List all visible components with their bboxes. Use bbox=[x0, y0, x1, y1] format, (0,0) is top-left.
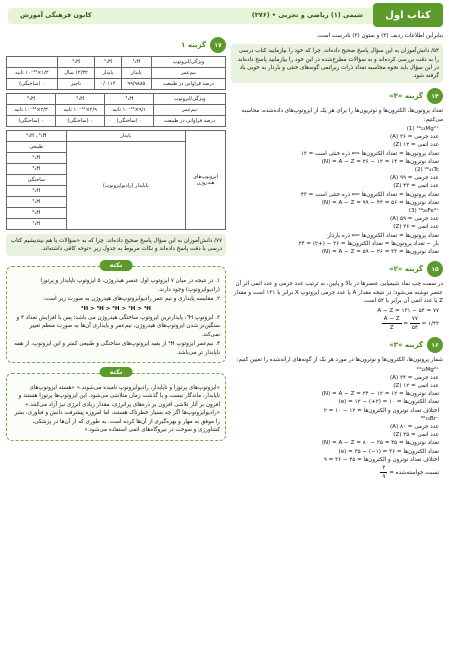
q15-equation: A − Z = ۱۳۱ − ۵۴ = ۷۷ bbox=[377, 307, 439, 314]
solution-line: (A) عدد جرمی = ۲۴ bbox=[390, 374, 439, 381]
note-item: ۱. در نتیجه در میان ۷ ایزوتوپ اول عنصر هیدروژن، ۵ ایزوتوپ ناپایدار و پرتوزا (رادیوایزوتوپ) وجود دارند. bbox=[40, 278, 220, 293]
solution-line: ⁸⁰₃₅Br⁻ bbox=[420, 415, 439, 422]
solution-line: (A) عدد جرمی = ۲۶ bbox=[390, 134, 439, 141]
table-cell: ³₁H bbox=[7, 164, 67, 175]
table-cell: ³₁H bbox=[57, 57, 94, 68]
solution-line: (A) عدد جرمی = ۵۹ bbox=[390, 216, 439, 223]
note-title: نکته bbox=[100, 260, 133, 270]
question-number: ۱۷ bbox=[210, 37, 226, 53]
solution-line: تعداد پروتون‌ها = تعداد الکترون‌ها ⟸ ذره باردار bbox=[327, 232, 439, 239]
table-cell: ویژگی/ایزوتوپ bbox=[151, 57, 225, 68]
table-cell: ⁴₁H bbox=[7, 186, 67, 197]
q14-solution bbox=[231, 125, 443, 256]
solution-line: ۲۴ = (۲+) − ۲۶ = بار − تعداد پروتون‌ها = تعداد الکترون‌ها bbox=[298, 240, 439, 247]
solution-line: ۲ = ۱۰ − ۱۲ = اختلاف تعداد نوترون و الکترون‌ها bbox=[323, 407, 439, 414]
table-cell: ⁵₁H bbox=[56, 94, 105, 105]
table-header-cell: پایدار bbox=[66, 131, 185, 142]
table-cell: نیم‌عمر bbox=[151, 68, 225, 79]
table-cell: ¹₁H bbox=[121, 57, 151, 68]
question-15-header bbox=[231, 261, 443, 277]
table-cell: ⁶₁H bbox=[7, 208, 67, 219]
isotope-table-2 bbox=[6, 93, 226, 127]
table-cell: ۰ (ساختگی) bbox=[105, 116, 154, 127]
note-text: «ایزوتوپ‌های پرتوزا و ناپایدار، رادیوایزوتوپ نامیده می‌شوند.» «هسته ایزوتوپ‌های ناپایدار، ماندگار نیست و با گذشت زمان متلاشی می‌شود. این ایزوتوپ‌ها پرتوزا هستند و افزون بر آثار تلاشی افزون بر ذره‌های پرانرژی، مقدار زیادی انرژی نیز آزاد می‌کنند.» «رادیوایزوتوپ‌ها اگر چه بسیار خطرناک هستند، اما امروزه پیشرفت دانش و فناوری، بشر را موفق به مهار و بهره‌گیری از آن‌ها کرده است. به طوری که از آن‌ها در پزشکی، کشاورزی و سوخت در نیروگاه‌های اتمی استفاده می‌شود.» bbox=[14, 385, 220, 434]
table-row bbox=[7, 105, 226, 116]
book-tab: کتاب اول bbox=[373, 3, 443, 27]
solution-line: (N) = A − Z = ۲۶ − ۱۲ = ۱۴ = تعداد نوترون‌ها bbox=[321, 158, 439, 165]
solution-line: (N) = A − Z = ۵۹ − ۲۶ = ۳۳ = تعداد نوترون‌ها bbox=[321, 249, 439, 256]
question-16-header bbox=[231, 337, 443, 353]
solution-line: (Z) عدد اتمی = ۲۶ bbox=[393, 224, 439, 231]
table-cell bbox=[7, 57, 58, 68]
q16-final bbox=[231, 464, 443, 481]
table-row bbox=[7, 116, 226, 127]
table-cell: پایدار bbox=[121, 68, 151, 79]
right-column bbox=[231, 32, 443, 481]
solution-line: (A) عدد جرمی = ۹۹ bbox=[390, 175, 439, 182]
question-number: ۱۵ bbox=[427, 261, 443, 277]
solution-line: (N) = A − Z = ۹۹ − ۴۳ = ۵۶ = تعداد نوترون‌ها bbox=[321, 199, 439, 206]
note-item: ۴. نیم‌عمر ایزوتوپ ⁴H از بقیه ایزوتوپ‌های ساختگی و طبیعی کمتر و این ایزوتوپ، از همه ناپایدار تر می‌باشد. bbox=[14, 341, 220, 356]
table-row bbox=[7, 68, 226, 79]
table-cell: ²₁H bbox=[7, 153, 67, 164]
solution-line: (Z) عدد اتمی = ۳۵ bbox=[393, 432, 439, 439]
solution-line: (N) = A − Z = ۲۴ − ۱۲ = ۱۲ = تعداد نوترون‌ها bbox=[321, 391, 439, 398]
answer-option: گزینه «۴» bbox=[389, 92, 423, 101]
question-14-header bbox=[231, 88, 443, 104]
table-cell: پایدار bbox=[95, 68, 122, 79]
solution-line: (2) ⁹⁹₄₃Tc bbox=[414, 167, 439, 174]
solution-line: ۱۲ = تعداد پروتون‌ها = تعداد الکترون‌ها ⟸ ذره خنثی است bbox=[300, 150, 439, 157]
table-cell: ⁵₁H bbox=[7, 197, 67, 208]
isotope-table-1 bbox=[6, 56, 226, 90]
solution-line: ۹ = ۳۶ − ۴۵ = اختلاف تعداد نوترون و الکترون‌ها bbox=[323, 456, 439, 463]
page-header bbox=[0, 0, 449, 30]
table-cell: ناپایدار (رادیوایزوتوپ) bbox=[66, 142, 185, 230]
table-cell: ²₁H bbox=[95, 57, 122, 68]
solution-line: (N) = A − Z = ۸۰ − ۳۵ = ۴۵ = تعداد نوترون‌ها bbox=[321, 440, 439, 447]
table-cell: ⁷₁H bbox=[7, 219, 67, 230]
left-column bbox=[6, 32, 226, 445]
table-cell: طبیعی bbox=[7, 142, 67, 153]
table-cell: ۰ (ساختگی) bbox=[56, 116, 105, 127]
table-cell: درصد فراوانی در طبیعت bbox=[151, 79, 225, 90]
question-number: ۱۴ bbox=[427, 88, 443, 104]
final-fraction: $\frac{۲}{۹}$ bbox=[382, 464, 386, 481]
table-cell: ۱/۲×۱۰⁻²² ثانیه bbox=[7, 68, 58, 79]
stat-box-q13: ۵۴/ دانش‌آموزان به این سؤال پاسخ صحیح داده‌اند. چرا که خود را بیازمایید کتاب درسی را به دقت بررسی کرده‌اند و به سؤالات مطرح‌شده در این خود را بیازمایید پاسخ داده‌اند. در این سؤال باید نحوه محاسبه تعداد ذرات زیراتمی گونه‌های خنثی و باردار به خوبی یاد گرفته شود. bbox=[231, 44, 443, 83]
table-cell: ۱۲/۳۲ سال bbox=[57, 68, 94, 79]
solution-line: (A) عدد جرمی = ۸۰ bbox=[390, 423, 439, 430]
table-row bbox=[7, 57, 226, 68]
table-cell: ۰ (ساختگی) bbox=[7, 79, 58, 90]
solution-line: ²⁴₁₂Mg²⁺ bbox=[416, 366, 439, 373]
final-label: = نسبت خواسته‌شده bbox=[389, 470, 439, 477]
isotope-classification-table bbox=[6, 130, 226, 230]
question-number: ۱۶ bbox=[427, 337, 443, 353]
publisher-name: کانون فرهنگی آموزش bbox=[20, 11, 92, 19]
note-title: نکته bbox=[100, 367, 133, 377]
stat-box-q17: ۷۷/ دانش‌آموزان به این سؤال پاسخ صحیح داده‌اند. چرا که به «سؤالات با هم بیندیشیم کتاب درسی با دقت پاسخ داده‌اند و نکات مربوط به جدول زیر «توجه کافی داشته‌اند. bbox=[6, 234, 226, 256]
table-cell: نیم‌عمر bbox=[154, 105, 226, 116]
answer-option: گزینه «۳» bbox=[389, 341, 423, 350]
answer-option: گزینه «۲» bbox=[389, 265, 423, 274]
q15-text: در سمت چپ نماد شیمیایی عنصرها در بالا و پایین، به ترتیب عدد جرمی و عدد اتمی اثر آن عنصر نوشته می‌شود؛ در نتیجه مقدار A یا عدد جرمی ایزوتوپ X برابر با ۱۳۱ است و مقدار Z یا عدد اتمی آن برابر با ۵۴ است. bbox=[233, 281, 443, 305]
table-cell: درصد فراوانی در طبیعت bbox=[154, 116, 226, 127]
header-subtitle: شیمی (۱) ریاضی و تجربی • (۳۷۶) bbox=[251, 11, 363, 19]
table-cell: ۲/۹×۱۰⁻²² ثانیه bbox=[56, 105, 105, 116]
table-row bbox=[7, 94, 226, 105]
solution-line: (Z) عدد اتمی = ۴۳ bbox=[393, 183, 439, 190]
table-cell: ⁶₁H bbox=[7, 94, 56, 105]
ratio-fraction: $\frac{A - Z}{Z}$ bbox=[383, 315, 400, 331]
table-row bbox=[7, 131, 226, 142]
solution-line: (e) = ۳۵ − (−۱) = ۳۶ = تعداد الکترون‌ها bbox=[338, 448, 439, 455]
q15-ratio: $\frac{A - Z}{Z}$ = $\frac{۷۷}{۵۴}$ ≈ ۱/۴۲ bbox=[383, 315, 439, 331]
note-box-1 bbox=[6, 261, 226, 363]
ratio-value-fraction: $\frac{۷۷}{۵۴}$ bbox=[411, 315, 418, 331]
solution-line: (Z) عدد اتمی = ۱۲ bbox=[393, 382, 439, 389]
solution-line: (e) = ۱۲ − (+۲) = ۱۰ = تعداد الکترون‌ها bbox=[338, 399, 439, 406]
ratio-result: ≈ ۱/۴۲ bbox=[421, 320, 439, 327]
note-item: ۳. ایزوتوپ ³H، پایدارترین ایزوتوپ ساختگی هیدروژن می باشد؛ پس با افزایش تعداد ۴ و سنگین‌تر شدن ایزوتوپ‌های هیدروژن، نیم‌عمر و پایداری آن‌ها به صورت منظم تغییر نمی‌کند. bbox=[16, 315, 220, 338]
solution-line: ۴۳ = تعداد پروتون‌ها = تعداد الکترون‌ها ⟸ ذره خنثی است bbox=[300, 191, 439, 198]
table-header-cell: ⁴₁H ، ³₁H bbox=[7, 131, 67, 142]
question-17-header bbox=[6, 37, 226, 53]
solution-line: (1) ²⁶₁₂Mg²⁺ bbox=[406, 126, 439, 133]
answer-option: گزینه ۱ bbox=[181, 41, 206, 49]
table-cell: ۹/۱×۱۰⁻²² ثانیه bbox=[105, 105, 154, 116]
intro-text: بنابراین اطلاعات ردیف (۳) و ستون (۳) نادرست است. bbox=[316, 33, 443, 39]
table-cell: ناچیز bbox=[57, 79, 94, 90]
table-cell: ۰/۰۱۱۴ bbox=[95, 79, 122, 90]
solution-line: (Z) عدد اتمی = ۱۲ bbox=[393, 142, 439, 149]
table-row-label: ایزوتوپ‌های هیدروژن bbox=[186, 131, 226, 230]
solution-line: (3) ⁵⁹₂₆Fe³⁺ bbox=[408, 208, 439, 215]
table-cell: ۰ (ساختگی) bbox=[7, 116, 56, 127]
table-cell: ۲/۳×۱۰⁻²² ثانیه bbox=[7, 105, 56, 116]
table-cell: ساختگی bbox=[7, 175, 67, 186]
table-cell: ⁴₁H bbox=[105, 94, 154, 105]
q14-intro: تعداد پروتون‌ها، الکترون‌ها و نوتریون‌ها را برای هر یک از ایزوتوپ‌های داده‌شده، محاسبه می‌کنیم: bbox=[241, 108, 443, 123]
table-cell: ویژگی/ایزوتوپ bbox=[154, 94, 226, 105]
note-box-2 bbox=[6, 368, 226, 440]
note-item: ³H > ⁵H > ⁶H > ⁷H > ⁴H bbox=[81, 305, 151, 312]
q16-intro: شمار پروتون‌ها، الکترون‌ها و نوترون‌ها در مورد هر یک از گونه‌های ارائه‌شده را تعیین کنیم: bbox=[236, 357, 443, 364]
table-cell: ۹۹/۹۸۸۵ bbox=[121, 79, 151, 90]
note-item: ۲. مقایسه پایداری و نیم عمر رادیوایزوتوپ‌های هیدروژن به صورت زیر است: bbox=[43, 296, 220, 303]
table-row bbox=[7, 79, 226, 90]
q16-solution bbox=[231, 366, 443, 464]
